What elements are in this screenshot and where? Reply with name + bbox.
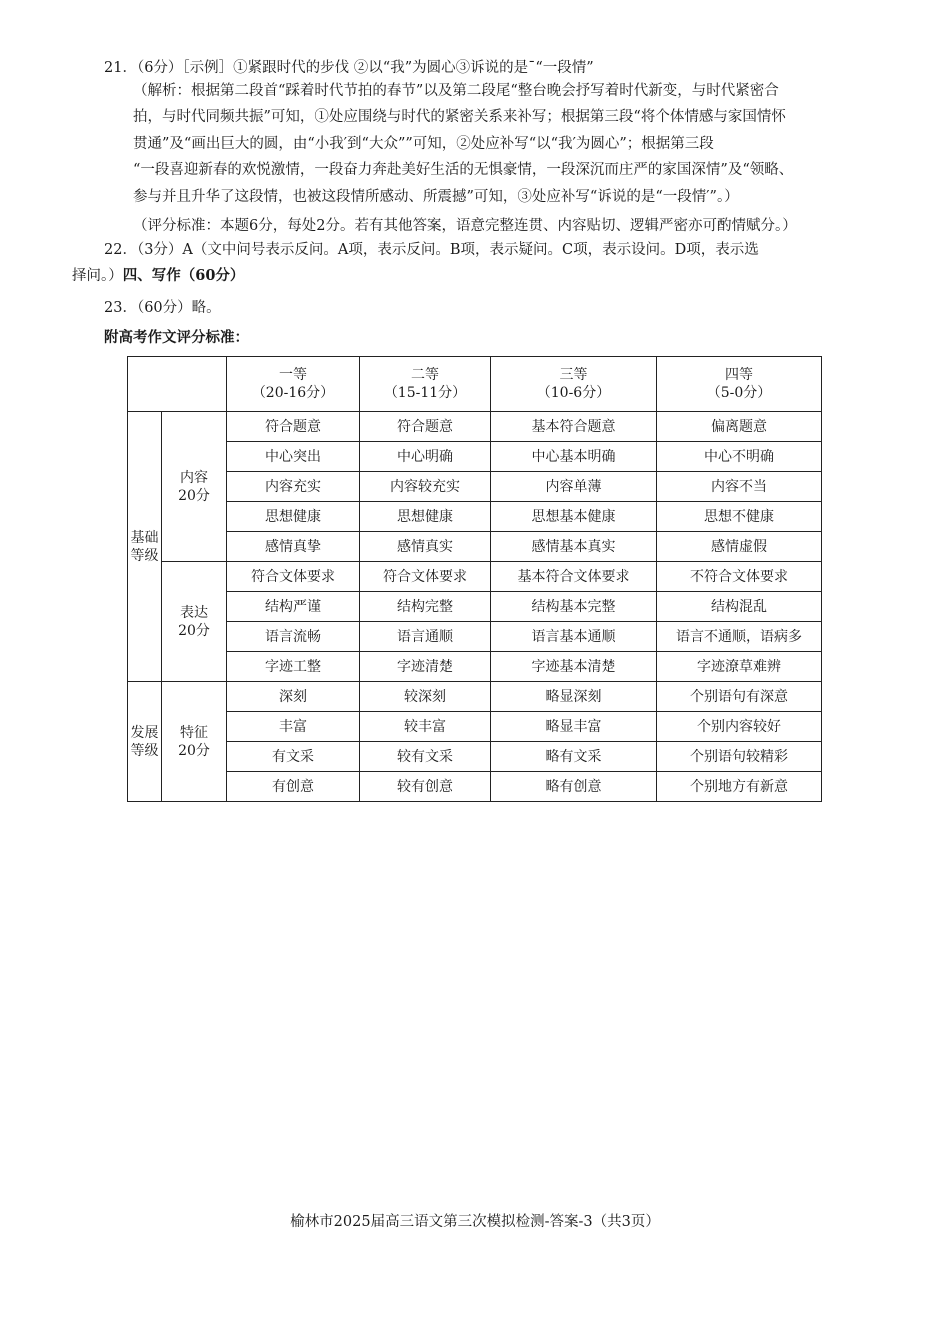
- cell: 基本符合文体要求: [491, 562, 657, 592]
- cell: 字迹基本清楚: [491, 652, 657, 682]
- header-grade-1: 一等 （20-16分）: [227, 357, 360, 412]
- cell: 结构混乱: [657, 592, 822, 622]
- cell: 思想健康: [227, 502, 360, 532]
- cell: 语言不通顺，语病多: [657, 622, 822, 652]
- cell: 内容单薄: [491, 472, 657, 502]
- table-row: [128, 532, 822, 562]
- cell: 思想基本健康: [491, 502, 657, 532]
- header-grade-2: 二等 （15-11分）: [360, 357, 491, 412]
- expression-category: 表达 20分: [162, 562, 227, 682]
- cell: 符合文体要求: [360, 562, 491, 592]
- table-row: [128, 592, 822, 622]
- cell: 略有文采: [491, 742, 657, 772]
- answer-23: 23．（60分）略。: [104, 300, 221, 316]
- table-row: [128, 502, 822, 532]
- table-row: [128, 622, 822, 652]
- table-row: [128, 742, 822, 772]
- cell: 内容充实: [227, 472, 360, 502]
- analysis-line-3: 贯通”及“画出巨大的圆，由“小我′到“大众””可知，②处应补写“以“我′为圆心”；根据第三段: [133, 136, 714, 152]
- analysis-line-2: 拍，与时代同频共振”可知，①处应围绕与时代的紧密关系来补写；根据第三段“将个体情感与家国情怀: [133, 109, 786, 125]
- cell: 中心突出: [227, 442, 360, 472]
- header-blank-cell: [128, 357, 227, 412]
- analysis-line-1: （解析：根据第二段首“踩着时代节拍的春节”以及第二段尾“整台晚会抒写着时代新变，与时代紧密合: [133, 83, 779, 99]
- basic-level-label: 基础等级: [128, 412, 162, 682]
- cell: 内容较充实: [360, 472, 491, 502]
- cell: 较有文采: [360, 742, 491, 772]
- cell: 语言基本通顺: [491, 622, 657, 652]
- cell: 较丰富: [360, 712, 491, 742]
- table-row: [128, 562, 822, 592]
- cell: 思想健康: [360, 502, 491, 532]
- cell: 较深刻: [360, 682, 491, 712]
- page-footer: 榆林市2025届高三语文第三次模拟检测-答案-3（共3页）: [290, 1214, 660, 1230]
- header-grade-3: 三等 （10-6分）: [491, 357, 657, 412]
- answer-21: 21．（6分）［示例］①紧跟时代的步伐 ②以“我”为圆心③诉说的是ˉ“一段情”: [104, 60, 594, 76]
- answer-22: 22．（3分）A（文中问号表示反问。A项，表示反问。B项，表示疑问。C项，表示设问。D项，表示选: [104, 242, 759, 258]
- scoring-standard: （评分标准：本题6分，每处2分。若有其他答案，语意完整连贯、内容贴切、逻辑严密亦可酌情赋分。）: [133, 218, 797, 234]
- answer-22-cont: [72, 266, 244, 286]
- cell: 有创意: [227, 772, 360, 802]
- cell: 结构严谨: [227, 592, 360, 622]
- cell: 偏离题意: [657, 412, 822, 442]
- cell: 中心明确: [360, 442, 491, 472]
- section-writing-heading: 四、写作（60分）: [122, 267, 245, 284]
- cell: 基本符合题意: [491, 412, 657, 442]
- cell: 结构完整: [360, 592, 491, 622]
- table-row: [128, 772, 822, 802]
- analysis-line-5: 参与并且升华了这段情，也被这段情所感动、所震撼”可知，③处应补写“诉说的是“一段情′”。）: [133, 189, 739, 205]
- cell: 符合题意: [360, 412, 491, 442]
- cell: 内容不当: [657, 472, 822, 502]
- cell: 个别语句有深意: [657, 682, 822, 712]
- cell: 字迹工整: [227, 652, 360, 682]
- cell: 个别语句较精彩: [657, 742, 822, 772]
- cell: 中心基本明确: [491, 442, 657, 472]
- cell: 丰富: [227, 712, 360, 742]
- cell: 结构基本完整: [491, 592, 657, 622]
- header-grade-4: 四等 （5-0分）: [657, 357, 822, 412]
- cell: 思想不健康: [657, 502, 822, 532]
- cell: 略有创意: [491, 772, 657, 802]
- table-title: 附高考作文评分标准：: [104, 329, 249, 346]
- cell: 感情真实: [360, 532, 491, 562]
- cell: 字迹清楚: [360, 652, 491, 682]
- cell: 个别内容较好: [657, 712, 822, 742]
- cell: 语言通顺: [360, 622, 491, 652]
- cell: 符合文体要求: [227, 562, 360, 592]
- cell: 深刻: [227, 682, 360, 712]
- table-row: [128, 682, 822, 712]
- table-row: [128, 442, 822, 472]
- feature-category: 特征 20分: [162, 682, 227, 802]
- table-header-row: [128, 357, 822, 412]
- table-row: [128, 652, 822, 682]
- cell: 字迹潦草难辨: [657, 652, 822, 682]
- table-row: [128, 472, 822, 502]
- cell: 较有创意: [360, 772, 491, 802]
- cell: 感情基本真实: [491, 532, 657, 562]
- cell: 不符合文体要求: [657, 562, 822, 592]
- cell: 略显深刻: [491, 682, 657, 712]
- cell: 感情真挚: [227, 532, 360, 562]
- cell: 有文采: [227, 742, 360, 772]
- cell: 中心不明确: [657, 442, 822, 472]
- table-row: [128, 412, 822, 442]
- cell: 符合题意: [227, 412, 360, 442]
- analysis-line-4: “一段喜迎新春的欢悦激情，一段奋力奔赴美好生活的无惧豪情，一段深沉而庄严的家国深情”及“领略、: [133, 162, 794, 178]
- cell: 略显丰富: [491, 712, 657, 742]
- development-level-label: 发展等级: [128, 682, 162, 802]
- table-row: [128, 712, 822, 742]
- cell: 语言流畅: [227, 622, 360, 652]
- answer-22-tail: 择问。）: [72, 268, 123, 284]
- content-category: 内容 20分: [162, 412, 227, 562]
- cell: 个别地方有新意: [657, 772, 822, 802]
- grading-table: [127, 356, 822, 802]
- cell: 感情虚假: [657, 532, 822, 562]
